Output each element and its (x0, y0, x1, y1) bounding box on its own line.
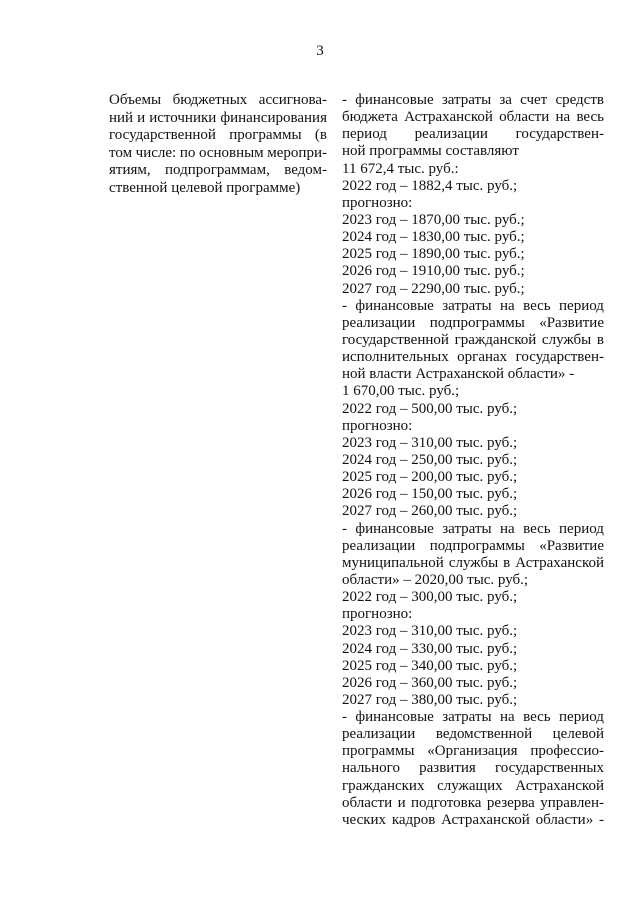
word: финансовые (355, 709, 434, 726)
word: затраты (441, 92, 492, 108)
funding-line (342, 812, 604, 829)
word: развития (419, 760, 476, 777)
word: программы (229, 127, 302, 144)
funding-year: 2027 год – 380,00 тыс. руб.; (342, 691, 518, 708)
word: на (500, 520, 515, 537)
funding-year: 2024 год – 330,00 тыс. руб.; (342, 640, 518, 657)
word: программы (342, 743, 415, 760)
word: подготовка (411, 794, 482, 811)
page-number: 3 (316, 43, 324, 59)
word: период (342, 126, 387, 143)
word: ведомственной (435, 726, 533, 743)
word: «Организация (427, 743, 518, 760)
funding-total: 11 672,4 тыс. руб.: (342, 160, 459, 177)
funding-year: 2023 год – 310,00 тыс. руб.; (342, 623, 518, 640)
word: том (109, 144, 133, 161)
word: по (179, 144, 196, 161)
word: Астраханской (515, 554, 604, 571)
word: «Развитие (539, 314, 604, 331)
word: ятиям, (109, 162, 151, 179)
word: - (599, 811, 604, 828)
word: весь (523, 520, 551, 537)
word: целевой (552, 726, 604, 743)
word: на (555, 109, 571, 126)
word: затраты (442, 520, 492, 537)
funding-line (342, 332, 604, 349)
funding-line (342, 92, 604, 109)
funding-line (342, 315, 604, 332)
funding-line (342, 126, 604, 143)
word: и (397, 794, 406, 811)
word: реализации (342, 726, 416, 743)
word: средств (555, 92, 604, 108)
word: муниципальной (342, 554, 444, 571)
word: - (342, 92, 347, 108)
section-label-column (109, 92, 327, 198)
funding-year: 2024 год – 250,00 тыс. руб.; (342, 451, 518, 468)
word: на (500, 297, 515, 314)
word: за (499, 92, 512, 108)
word: Астраханской (404, 109, 493, 126)
word: (в (314, 127, 327, 144)
word: службы (541, 331, 592, 348)
word: органах (457, 349, 508, 366)
word: меропри- (267, 144, 327, 161)
funding-details-column (342, 92, 604, 829)
word: в (596, 331, 604, 348)
word: и (137, 109, 146, 126)
word: Объемы (109, 92, 162, 108)
word: гражданских (342, 777, 425, 794)
word: - (342, 709, 347, 726)
funding-year: 2026 год – 1910,00 тыс. руб.; (342, 263, 525, 280)
funding-line (342, 778, 604, 795)
word: период (559, 709, 604, 726)
funding-line: ной власти Астраханской области» - (342, 366, 575, 383)
forecast-label: прогнозно: (342, 194, 413, 211)
word: государственной (109, 127, 216, 144)
word: период (559, 297, 604, 314)
funding-line: ной программы составляют (342, 143, 519, 160)
word: кадров (391, 811, 436, 828)
word: гражданской (454, 331, 537, 348)
word: Астраханской (515, 777, 604, 794)
funding-year: 2025 год – 200,00 тыс. руб.; (342, 469, 518, 486)
word: ведом- (284, 162, 327, 179)
funding-year: 2022 год – 1882,4 тыс. руб.; (342, 177, 518, 194)
word: государствен- (515, 349, 604, 366)
funding-year: 2023 год – 1870,00 тыс. руб.; (342, 211, 525, 228)
word: весь (523, 297, 551, 314)
label-line (109, 127, 327, 145)
funding-total: области» – 2020,00 тыс. руб.; (342, 571, 529, 588)
word: счет (520, 92, 548, 108)
word: государствен- (515, 126, 604, 143)
word: области (499, 109, 550, 126)
word: подпрограммы (429, 537, 525, 554)
word: «Развитие (539, 537, 604, 554)
word: управлен- (540, 794, 604, 811)
funding-year: 2025 год – 1890,00 тыс. руб.; (342, 246, 525, 263)
word: финансовые (355, 297, 434, 314)
word: - (342, 520, 347, 537)
funding-year: 2027 год – 2290,00 тыс. руб.; (342, 280, 525, 297)
funding-line (342, 521, 604, 538)
word: ний (109, 109, 134, 126)
funding-year: 2024 год – 1830,00 тыс. руб.; (342, 229, 525, 246)
word: службы (448, 554, 499, 571)
word: исполнительных (342, 349, 449, 366)
label-line: ственной целевой программе) (109, 179, 301, 196)
funding-line (342, 298, 604, 315)
word: источники (149, 109, 217, 126)
label-line (109, 110, 327, 128)
funding-line (342, 726, 604, 743)
word: в (503, 554, 511, 571)
word: финансирования (220, 109, 327, 126)
funding-line (342, 109, 604, 126)
funding-year: 2027 год – 260,00 тыс. руб.; (342, 503, 518, 520)
funding-year: 2023 год – 310,00 тыс. руб.; (342, 434, 518, 451)
word: затраты (442, 709, 492, 726)
word: бюджетных (172, 92, 248, 108)
word: Астраханской (441, 811, 530, 828)
word: период (559, 520, 604, 537)
word: резерва (486, 794, 535, 811)
word: подпрограммам, (164, 162, 270, 179)
word: основным (198, 144, 264, 161)
funding-line (342, 709, 604, 726)
word: на (500, 709, 515, 726)
word: области» (535, 811, 594, 828)
funding-year: 2026 год – 360,00 тыс. руб.; (342, 674, 518, 691)
funding-year: 2022 год – 500,00 тыс. руб.; (342, 400, 518, 417)
forecast-label: прогнозно: (342, 606, 413, 623)
word: реализации (414, 126, 488, 143)
funding-line (342, 760, 604, 777)
word: - (342, 297, 347, 314)
funding-line (342, 795, 604, 812)
word: профессио- (530, 743, 604, 760)
word: ческих (342, 811, 387, 828)
label-line (109, 162, 327, 180)
word: реализации (342, 314, 416, 331)
funding-line (342, 349, 604, 366)
word: финансовые (355, 520, 434, 537)
word: служащих (437, 777, 503, 794)
funding-line (342, 743, 604, 760)
funding-year: 2025 год – 340,00 тыс. руб.; (342, 657, 518, 674)
funding-total: 1 670,00 тыс. руб.; (342, 383, 460, 400)
word: числе: (135, 144, 177, 161)
word: области (342, 794, 393, 811)
word: подпрограммы (429, 314, 525, 331)
word: весь (523, 709, 551, 726)
forecast-label: прогнозно: (342, 417, 413, 434)
word: государственной (342, 331, 449, 348)
funding-year: 2026 год – 150,00 тыс. руб.; (342, 486, 518, 503)
word: государственных (495, 760, 604, 777)
word: весь (576, 109, 604, 126)
word: бюджета (342, 109, 398, 126)
word: финансовые (355, 92, 434, 108)
label-line (109, 92, 327, 110)
funding-line (342, 555, 604, 572)
funding-line (342, 538, 604, 555)
label-line (109, 145, 327, 163)
word: ассигнова- (258, 92, 327, 108)
word: реализации (342, 537, 416, 554)
word: затраты (442, 297, 492, 314)
funding-year: 2022 год – 300,00 тыс. руб.; (342, 589, 518, 606)
word: нального (342, 760, 400, 777)
